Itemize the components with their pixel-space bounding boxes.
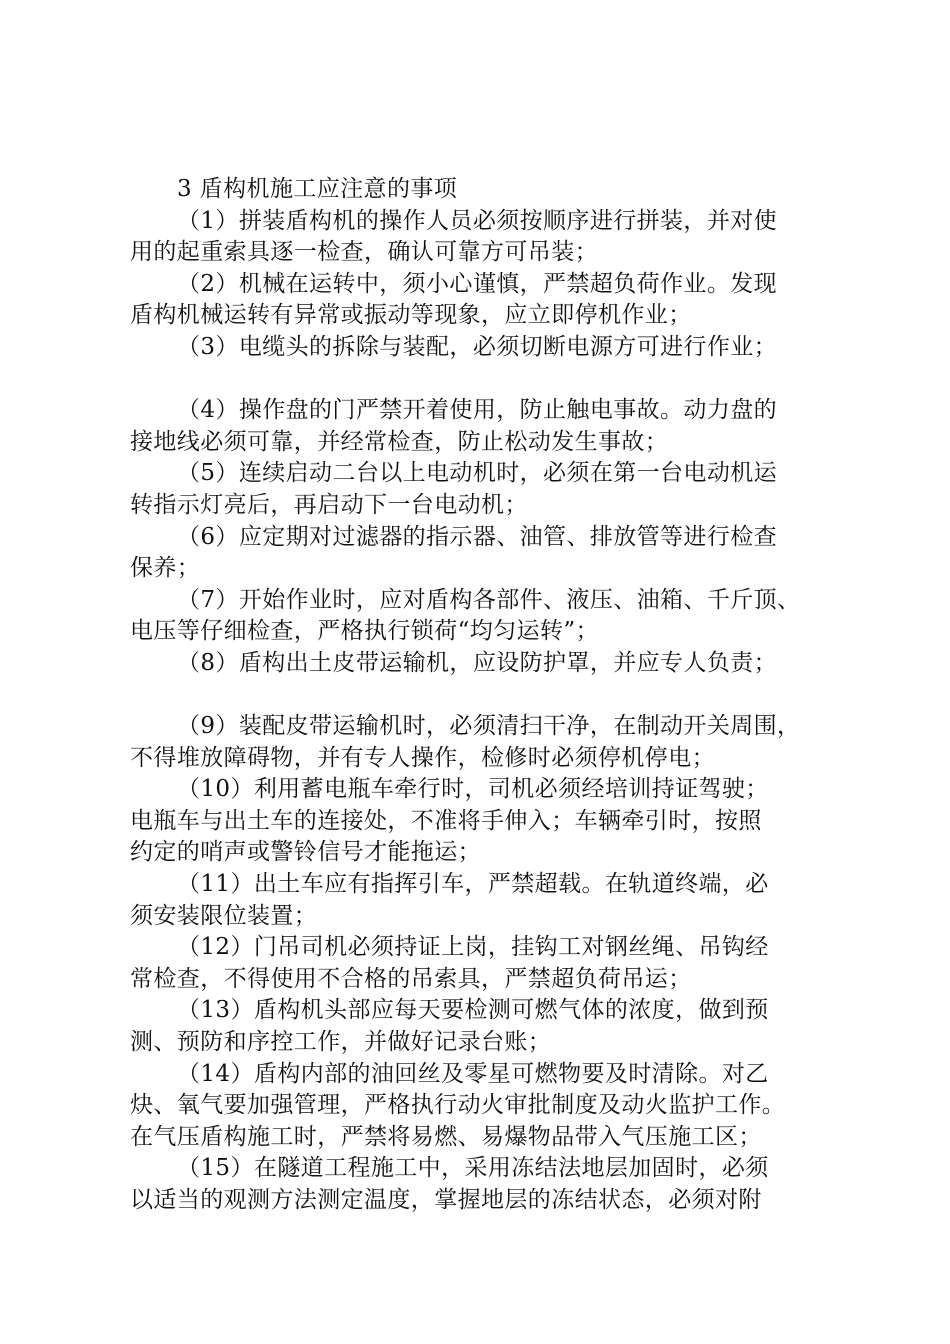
text-line: （8）盾构出土皮带运输机，应设防护罩，并应专人负责；	[177, 649, 778, 676]
text-line: 电压等仔细检查，严格执行锁荷“均匀运转”；	[130, 618, 599, 645]
text-line: （7）开始作业时，应对盾构各部件、液压、油箱、千斤顶、	[177, 586, 801, 613]
text-line: （9）装配皮带运输机时，必须清扫干净，在制动开关周围，	[177, 713, 801, 740]
text-line: 须安装限位装置；	[130, 902, 318, 929]
text-line: 电瓶车与出土车的连接处，不准将手伸入；车辆牵引时，按照	[130, 807, 762, 834]
text-line: 以适当的观测方法测定温度，掌握地层的冻结状态，必须对附	[130, 1187, 762, 1213]
section-heading: 3 盾构机施工应注意的事项	[177, 176, 458, 202]
text-line: 在气压盾构施工时，严禁将易燃、易爆物品带入气压施工区；	[130, 1123, 762, 1150]
blank-line	[130, 364, 830, 396]
text-line: （13）盾构机头部应每天要检测可燃气体的浓度，做到预	[177, 997, 769, 1024]
text-line: （12）门吊司机必须持证上岗，挂钩工对钢丝绳、吊钩经	[177, 934, 769, 961]
text-line: （1）拼装盾构机的操作人员必须按顺序进行拼装，并对使	[177, 207, 778, 234]
text-line: （3）电缆头的拆除与装配，必须切断电源方可进行作业；	[177, 333, 778, 360]
text-line: 用的起重索具逐一检查，确认可靠方可吊装；	[130, 239, 598, 266]
text-line: 不得堆放障碍物，并有专人操作，检修时必须停机停电；	[130, 744, 715, 771]
text-line: 接地线必须可靠，并经常检查，防止松动发生事故；	[130, 428, 669, 455]
text-line: （2）机械在运转中，须小心谨慎，严禁超负荷作业。发现	[177, 270, 778, 297]
text-line: 约定的哨声或警铃信号才能拖运；	[130, 839, 481, 866]
text-line: 转指示灯亮后，再启动下一台电动机；	[130, 491, 528, 518]
text-line: （14）盾构内部的油回丝及零星可燃物要及时清除。对乙	[177, 1060, 769, 1087]
text-line: （11）出土车应有指挥引车，严禁超载。在轨道终端，必	[177, 871, 769, 898]
text-line: 保养；	[130, 555, 201, 582]
text-line: 常检查，不得使用不合格的吊索具，严禁超负荷吊运；	[130, 965, 692, 992]
text-line: （10）利用蓄电瓶车牵行时，司机必须经培训持证驾驶；	[177, 776, 769, 803]
text-line: 炔、氧气要加强管理，严格执行动火审批制度及动火监护工作。	[130, 1092, 786, 1119]
text-line: （15）在隧道工程施工中，采用冻结法地层加固时，必须	[177, 1155, 769, 1182]
blank-line	[130, 680, 830, 712]
text-line: 测、预防和序控工作，并做好记录台账；	[130, 1029, 552, 1056]
document-body	[130, 174, 830, 1217]
text-line: （5）连续启动二台以上电动机时，必须在第一台电动机运	[177, 460, 778, 487]
text-line: （6）应定期对过滤器的指示器、油管、排放管等进行检查	[177, 523, 778, 550]
text-line: （4）操作盘的门严禁开着使用，防止触电事故。动力盘的	[177, 397, 778, 424]
text-line: 盾构机械运转有异常或振动等现象，应立即停机作业；	[130, 302, 692, 329]
